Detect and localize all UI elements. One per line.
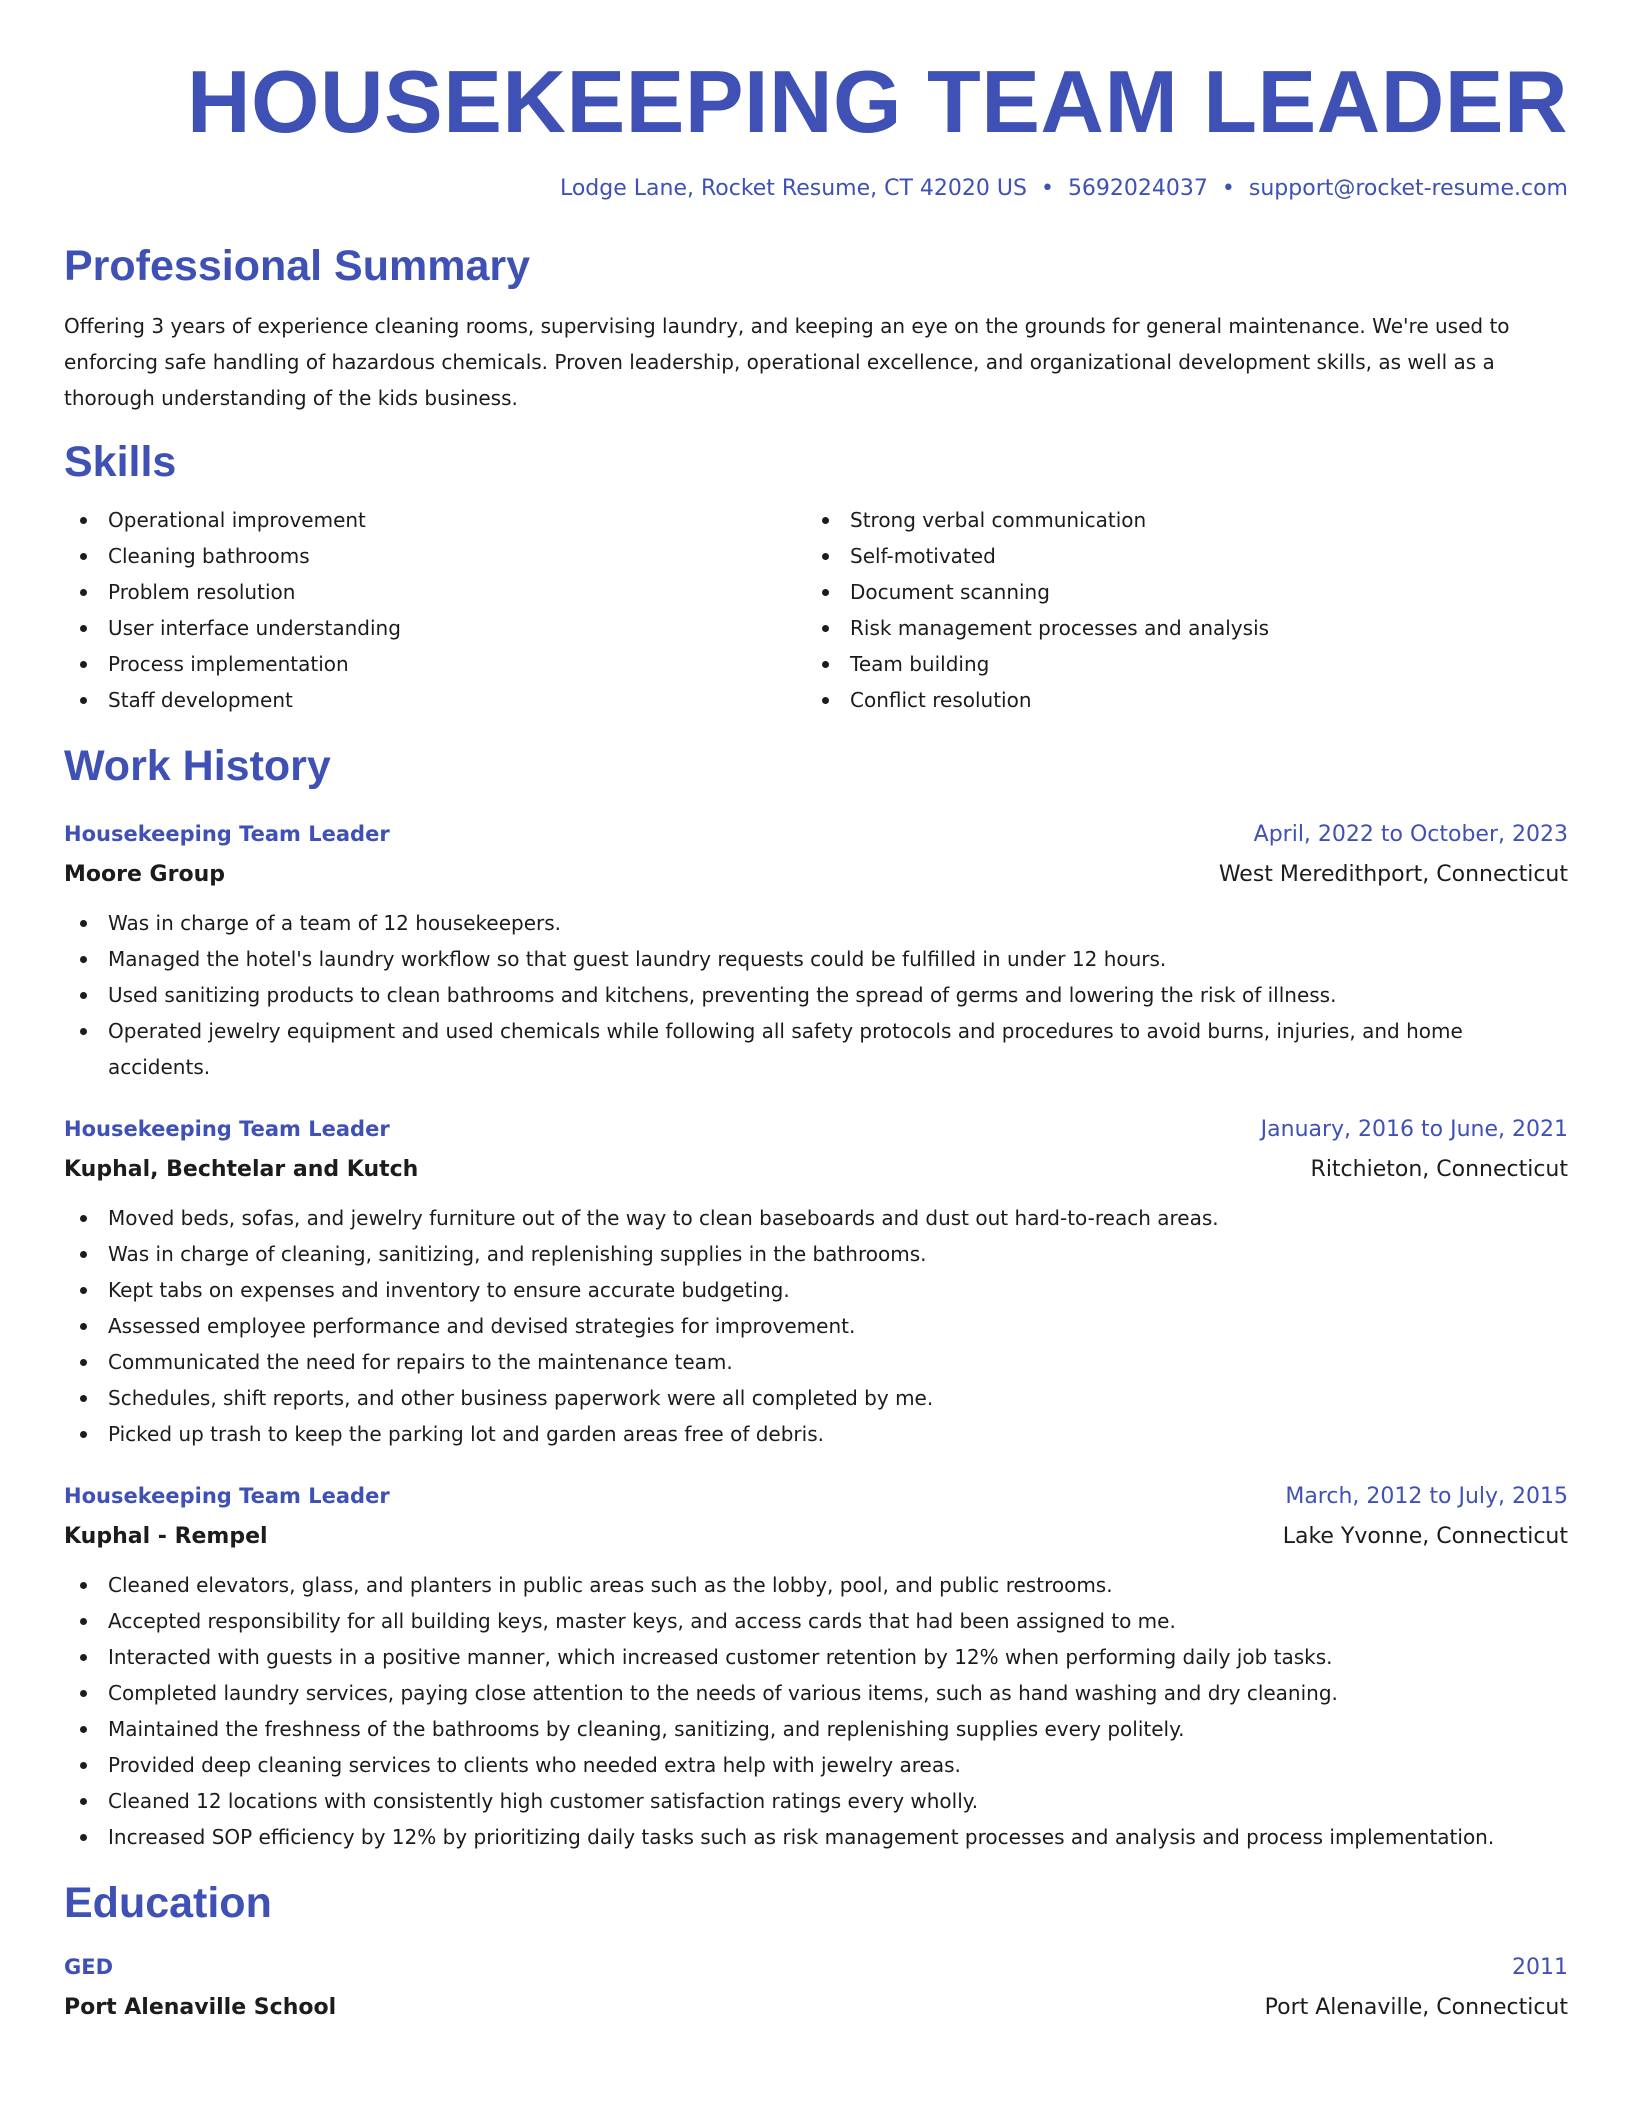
work-history-heading: Work History <box>64 742 331 790</box>
school-location: Port Alenaville, Connecticut <box>1264 1995 1568 2020</box>
duty-item: Operated jewelry equipment and used chemicals while following all safety protocols and procedures to avoid burns, injuries, and home accidents. <box>64 1013 1568 1085</box>
job-entry <box>64 1476 1568 1855</box>
job-dates: March, 2012 to July, 2015 <box>1285 1484 1568 1509</box>
contact-separator: • <box>1221 176 1235 201</box>
company-name: Moore Group <box>64 862 225 887</box>
skill-item: Staff development <box>64 682 806 718</box>
job-location: Ritchieton, Connecticut <box>1310 1157 1568 1182</box>
skill-item: Self-motivated <box>806 538 1548 574</box>
contact-address: Lodge Lane, Rocket Resume, CT 42020 US <box>559 176 1027 201</box>
skill-item: Document scanning <box>806 574 1548 610</box>
skill-item: Operational improvement <box>64 502 806 538</box>
duty-item: Used sanitizing products to clean bathrooms and kitchens, preventing the spread of germs and lowering the risk of illness. <box>64 977 1568 1013</box>
skill-item: User interface understanding <box>64 610 806 646</box>
job-dates: April, 2022 to October, 2023 <box>1253 822 1568 847</box>
skills-column-right <box>806 502 1548 718</box>
duty-item: Cleaned elevators, glass, and planters in public areas such as the lobby, pool, and public restrooms. <box>64 1567 1568 1603</box>
job-duties <box>64 1200 1568 1452</box>
contact-email[interactable]: support@rocket-resume.com <box>1248 176 1568 201</box>
summary-heading: Professional Summary <box>64 242 531 290</box>
company-name: Kuphal, Bechtelar and Kutch <box>64 1157 419 1182</box>
degree-name: GED <box>64 1955 114 1979</box>
graduation-year: 2011 <box>1512 1955 1568 1980</box>
job-location: West Meredithport, Connecticut <box>1218 862 1568 887</box>
work-history <box>64 814 1568 1855</box>
job-title: Housekeeping Team Leader <box>64 1484 390 1508</box>
duty-item: Interacted with guests in a positive manner, which increased customer retention by 12% when performing daily job tasks. <box>64 1639 1568 1675</box>
skill-item: Team building <box>806 646 1548 682</box>
job-entry <box>64 1109 1568 1452</box>
skill-item: Strong verbal communication <box>806 502 1548 538</box>
duty-item: Accepted responsibility for all building keys, master keys, and access cards that had been assigned to me. <box>64 1603 1568 1639</box>
duty-item: Communicated the need for repairs to the maintenance team. <box>64 1344 1568 1380</box>
duty-item: Schedules, shift reports, and other business paperwork were all completed by me. <box>64 1380 1568 1416</box>
skills-list <box>64 502 1568 718</box>
job-duties <box>64 1567 1568 1855</box>
duty-item: Cleaned 12 locations with consistently high customer satisfaction ratings every wholly. <box>64 1783 1568 1819</box>
duty-item: Completed laundry services, paying close attention to the needs of various items, such as hand washing and dry cleaning. <box>64 1675 1568 1711</box>
company-name: Kuphal - Rempel <box>64 1524 268 1549</box>
contact-phone: 5692024037 <box>1067 176 1208 201</box>
education-entry <box>64 1947 1568 2028</box>
skill-item: Conflict resolution <box>806 682 1548 718</box>
duty-item: Increased SOP efficiency by 12% by prioritizing daily tasks such as risk management processes and analysis and process implementation. <box>64 1819 1568 1855</box>
duty-item: Provided deep cleaning services to clients who needed extra help with jewelry areas. <box>64 1747 1568 1783</box>
job-duties <box>64 905 1568 1085</box>
resume-header <box>64 50 1568 204</box>
duty-item: Picked up trash to keep the parking lot and garden areas free of debris. <box>64 1416 1568 1452</box>
skill-item: Process implementation <box>64 646 806 682</box>
job-dates: January, 2016 to June, 2021 <box>1260 1117 1568 1142</box>
contact-line <box>64 174 1568 204</box>
skills-column-left <box>64 502 806 718</box>
job-location: Lake Yvonne, Connecticut <box>1282 1524 1568 1549</box>
skills-heading: Skills <box>64 438 177 486</box>
skill-item: Risk management processes and analysis <box>806 610 1548 646</box>
duty-item: Maintained the freshness of the bathrooms by cleaning, sanitizing, and replenishing supplies every politely. <box>64 1711 1568 1747</box>
duty-item: Was in charge of a team of 12 housekeepers. <box>64 905 1568 941</box>
contact-separator: • <box>1040 176 1054 201</box>
summary-text: Offering 3 years of experience cleaning rooms, supervising laundry, and keeping an eye on the grounds for general maintenance. We're used to enforcing safe handling of hazardous chemicals. Proven leadership, operational excellence, and organizational development skills, as well as a thorough understanding of the kids business. <box>64 314 1510 410</box>
duty-item: Managed the hotel's laundry workflow so that guest laundry requests could be fulfilled in under 12 hours. <box>64 941 1568 977</box>
skill-item: Problem resolution <box>64 574 806 610</box>
job-title: Housekeeping Team Leader <box>64 822 390 846</box>
school-name: Port Alenaville School <box>64 1995 337 2020</box>
skill-item: Cleaning bathrooms <box>64 538 806 574</box>
education-heading: Education <box>64 1879 272 1927</box>
job-title: Housekeeping Team Leader <box>64 1117 390 1141</box>
duty-item: Was in charge of cleaning, sanitizing, and replenishing supplies in the bathrooms. <box>64 1236 1568 1272</box>
duty-item: Moved beds, sofas, and jewelry furniture out of the way to clean baseboards and dust out hard-to-reach areas. <box>64 1200 1568 1236</box>
duty-item: Kept tabs on expenses and inventory to ensure accurate budgeting. <box>64 1272 1568 1308</box>
duty-item: Assessed employee performance and devised strategies for improvement. <box>64 1308 1568 1344</box>
job-entry <box>64 814 1568 1085</box>
candidate-name: HOUSEKEEPING TEAM LEADER <box>186 52 1568 151</box>
